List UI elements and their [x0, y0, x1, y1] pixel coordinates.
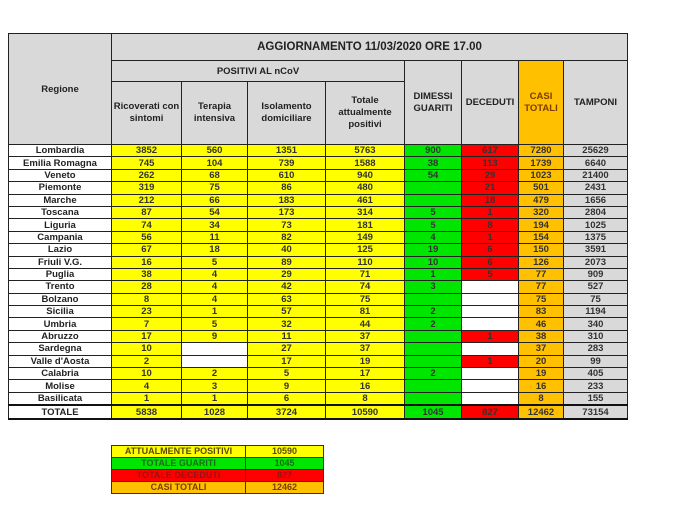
- summary-row: [112, 482, 324, 494]
- terapia-value: 75: [182, 182, 248, 194]
- guariti-value: [405, 343, 462, 355]
- ricoverati-value: 10: [112, 368, 182, 380]
- tamponi-value: 73154: [564, 405, 628, 419]
- region-name: Sicilia: [9, 306, 112, 318]
- deceduti-value: [462, 306, 519, 318]
- region-name: Toscana: [9, 206, 112, 218]
- region-name: Bolzano: [9, 293, 112, 305]
- table-row: [9, 169, 628, 181]
- guariti-value: 38: [405, 157, 462, 169]
- deceduti-value: 5: [462, 268, 519, 280]
- casi-totali-value: 7280: [519, 145, 564, 157]
- terapia-value: 2: [182, 368, 248, 380]
- isolamento-value: 89: [248, 256, 326, 268]
- ricoverati-value: 319: [112, 182, 182, 194]
- region-name: TOTALE: [9, 405, 112, 419]
- totale-positivi-value: 8: [326, 392, 405, 405]
- totale-positivi-value: 461: [326, 194, 405, 206]
- region-name: Calabria: [9, 368, 112, 380]
- guariti-value: [405, 380, 462, 392]
- table-body: [9, 145, 628, 420]
- guariti-value: 5: [405, 219, 462, 231]
- col-casi-totali: CASI TOTALI: [519, 61, 564, 145]
- tamponi-value: 99: [564, 355, 628, 367]
- covid-region-table: [8, 33, 628, 420]
- ricoverati-value: 56: [112, 231, 182, 243]
- table-row: [9, 306, 628, 318]
- region-name: Campania: [9, 231, 112, 243]
- isolamento-value: 29: [248, 268, 326, 280]
- tamponi-value: 155: [564, 392, 628, 405]
- deceduti-value: 827: [462, 405, 519, 419]
- col-dimessi-guariti: DIMESSI GUARITI: [405, 61, 462, 145]
- deceduti-value: 8: [462, 219, 519, 231]
- tamponi-value: 25629: [564, 145, 628, 157]
- casi-totali-value: 320: [519, 206, 564, 218]
- tamponi-value: 2804: [564, 206, 628, 218]
- totale-positivi-value: 480: [326, 182, 405, 194]
- isolamento-value: 11: [248, 330, 326, 342]
- tamponi-value: 1375: [564, 231, 628, 243]
- summary-value: 10590: [246, 446, 324, 458]
- region-name: Abruzzo: [9, 330, 112, 342]
- isolamento-value: 6: [248, 392, 326, 405]
- table-row: [9, 194, 628, 206]
- tamponi-value: 75: [564, 293, 628, 305]
- casi-totali-value: 75: [519, 293, 564, 305]
- update-title: AGGIORNAMENTO 11/03/2020 ORE 17.00: [112, 34, 628, 61]
- terapia-value: 66: [182, 194, 248, 206]
- ricoverati-value: 1: [112, 392, 182, 405]
- region-name: Emilia Romagna: [9, 157, 112, 169]
- ricoverati-value: 4: [112, 380, 182, 392]
- casi-totali-value: 20: [519, 355, 564, 367]
- ricoverati-value: 10: [112, 343, 182, 355]
- ricoverati-value: 16: [112, 256, 182, 268]
- isolamento-value: 5: [248, 368, 326, 380]
- terapia-value: [182, 355, 248, 367]
- region-name: Sardegna: [9, 343, 112, 355]
- guariti-value: [405, 330, 462, 342]
- isolamento-value: 73: [248, 219, 326, 231]
- deceduti-value: [462, 318, 519, 330]
- table-row: [9, 355, 628, 367]
- table-row: [9, 206, 628, 218]
- totale-positivi-value: 19: [326, 355, 405, 367]
- tamponi-value: 310: [564, 330, 628, 342]
- table-row: [9, 281, 628, 293]
- region-name: Veneto: [9, 169, 112, 181]
- total-row: [9, 405, 628, 419]
- table-row: [9, 268, 628, 280]
- tamponi-value: 405: [564, 368, 628, 380]
- region-name: Molise: [9, 380, 112, 392]
- casi-totali-value: 194: [519, 219, 564, 231]
- terapia-value: 68: [182, 169, 248, 181]
- totale-positivi-value: 10590: [326, 405, 405, 419]
- terapia-value: 560: [182, 145, 248, 157]
- deceduti-value: [462, 281, 519, 293]
- positivi-group-header: POSITIVI AL nCoV: [112, 61, 405, 82]
- terapia-value: 5: [182, 256, 248, 268]
- region-name: Marche: [9, 194, 112, 206]
- deceduti-value: 617: [462, 145, 519, 157]
- table-row: [9, 343, 628, 355]
- table-row: [9, 219, 628, 231]
- guariti-value: 10: [405, 256, 462, 268]
- deceduti-value: 21: [462, 182, 519, 194]
- region-name: Friuli V.G.: [9, 256, 112, 268]
- isolamento-value: 1351: [248, 145, 326, 157]
- deceduti-value: 6: [462, 244, 519, 256]
- col-ricoverati: Ricoverati con sintomi: [112, 82, 182, 145]
- deceduti-value: [462, 368, 519, 380]
- deceduti-value: [462, 293, 519, 305]
- terapia-value: 18: [182, 244, 248, 256]
- deceduti-value: 29: [462, 169, 519, 181]
- casi-totali-value: 1739: [519, 157, 564, 169]
- table-row: [9, 380, 628, 392]
- guariti-value: 3: [405, 281, 462, 293]
- ricoverati-value: 212: [112, 194, 182, 206]
- deceduti-value: [462, 380, 519, 392]
- tamponi-value: 1656: [564, 194, 628, 206]
- guariti-value: [405, 392, 462, 405]
- ricoverati-value: 5838: [112, 405, 182, 419]
- terapia-value: 54: [182, 206, 248, 218]
- tamponi-value: 2073: [564, 256, 628, 268]
- col-isolamento: Isolamento domiciliare: [248, 82, 326, 145]
- terapia-value: [182, 343, 248, 355]
- deceduti-value: 1: [462, 330, 519, 342]
- deceduti-value: 1: [462, 355, 519, 367]
- totale-positivi-value: 17: [326, 368, 405, 380]
- ricoverati-value: 67: [112, 244, 182, 256]
- tamponi-value: 340: [564, 318, 628, 330]
- summary-value: 12462: [246, 482, 324, 494]
- deceduti-value: 113: [462, 157, 519, 169]
- deceduti-value: [462, 343, 519, 355]
- deceduti-value: 1: [462, 206, 519, 218]
- deceduti-value: 1: [462, 231, 519, 243]
- totale-positivi-value: 314: [326, 206, 405, 218]
- col-totale-positivi: Totale attualmente positivi: [326, 82, 405, 145]
- isolamento-value: 40: [248, 244, 326, 256]
- terapia-value: 1028: [182, 405, 248, 419]
- deceduti-value: 18: [462, 194, 519, 206]
- table-row: [9, 244, 628, 256]
- table-row: [9, 231, 628, 243]
- ricoverati-value: 8: [112, 293, 182, 305]
- region-name: Piemonte: [9, 182, 112, 194]
- ricoverati-value: 23: [112, 306, 182, 318]
- deceduti-value: [462, 392, 519, 405]
- table-row: [9, 145, 628, 157]
- casi-totali-value: 77: [519, 281, 564, 293]
- col-tamponi: TAMPONI: [564, 61, 628, 145]
- totale-positivi-value: 71: [326, 268, 405, 280]
- table-row: [9, 157, 628, 169]
- totale-positivi-value: 110: [326, 256, 405, 268]
- terapia-value: 4: [182, 281, 248, 293]
- casi-totali-value: 19: [519, 368, 564, 380]
- region-header: Regione: [9, 34, 112, 145]
- isolamento-value: 183: [248, 194, 326, 206]
- isolamento-value: 173: [248, 206, 326, 218]
- guariti-value: [405, 194, 462, 206]
- guariti-value: 2: [405, 368, 462, 380]
- isolamento-value: 27: [248, 343, 326, 355]
- totale-positivi-value: 125: [326, 244, 405, 256]
- region-name: Lazio: [9, 244, 112, 256]
- guariti-value: 1: [405, 268, 462, 280]
- casi-totali-value: 8: [519, 392, 564, 405]
- casi-totali-value: 46: [519, 318, 564, 330]
- isolamento-value: 17: [248, 355, 326, 367]
- terapia-value: 9: [182, 330, 248, 342]
- casi-totali-value: 479: [519, 194, 564, 206]
- casi-totali-value: 16: [519, 380, 564, 392]
- isolamento-value: 739: [248, 157, 326, 169]
- guariti-value: 54: [405, 169, 462, 181]
- casi-totali-value: 12462: [519, 405, 564, 419]
- terapia-value: 5: [182, 318, 248, 330]
- ricoverati-value: 2: [112, 355, 182, 367]
- region-name: Umbria: [9, 318, 112, 330]
- tamponi-value: 283: [564, 343, 628, 355]
- deceduti-value: 6: [462, 256, 519, 268]
- tamponi-value: 2431: [564, 182, 628, 194]
- table-row: [9, 256, 628, 268]
- ricoverati-value: 262: [112, 169, 182, 181]
- ricoverati-value: 3852: [112, 145, 182, 157]
- terapia-value: 104: [182, 157, 248, 169]
- ricoverati-value: 74: [112, 219, 182, 231]
- table-row: [9, 182, 628, 194]
- ricoverati-value: 87: [112, 206, 182, 218]
- totale-positivi-value: 16: [326, 380, 405, 392]
- totale-positivi-value: 75: [326, 293, 405, 305]
- summary-label: ATTUALMENTE POSITIVI: [112, 446, 246, 458]
- casi-totali-value: 126: [519, 256, 564, 268]
- guariti-value: 2: [405, 318, 462, 330]
- totale-positivi-value: 181: [326, 219, 405, 231]
- guariti-value: 4: [405, 231, 462, 243]
- totale-positivi-value: 44: [326, 318, 405, 330]
- summary-value: 1045: [246, 458, 324, 470]
- summary-row: [112, 470, 324, 482]
- summary-label: TOTALE DECEDUTI: [112, 470, 246, 482]
- region-name: Liguria: [9, 219, 112, 231]
- casi-totali-value: 38: [519, 330, 564, 342]
- ricoverati-value: 38: [112, 268, 182, 280]
- tamponi-value: 527: [564, 281, 628, 293]
- guariti-value: [405, 355, 462, 367]
- tamponi-value: 1025: [564, 219, 628, 231]
- casi-totali-value: 501: [519, 182, 564, 194]
- isolamento-value: 32: [248, 318, 326, 330]
- terapia-value: 11: [182, 231, 248, 243]
- ricoverati-value: 7: [112, 318, 182, 330]
- isolamento-value: 57: [248, 306, 326, 318]
- casi-totali-value: 37: [519, 343, 564, 355]
- terapia-value: 1: [182, 392, 248, 405]
- casi-totali-value: 150: [519, 244, 564, 256]
- casi-totali-value: 83: [519, 306, 564, 318]
- region-name: Lombardia: [9, 145, 112, 157]
- summary-row: [112, 458, 324, 470]
- casi-totali-value: 1023: [519, 169, 564, 181]
- table-row: [9, 318, 628, 330]
- tamponi-value: 21400: [564, 169, 628, 181]
- ricoverati-value: 745: [112, 157, 182, 169]
- guariti-value: 5: [405, 206, 462, 218]
- isolamento-value: 63: [248, 293, 326, 305]
- guariti-value: 19: [405, 244, 462, 256]
- region-name: Trento: [9, 281, 112, 293]
- summary-value: 827: [246, 470, 324, 482]
- casi-totali-value: 154: [519, 231, 564, 243]
- ricoverati-value: 28: [112, 281, 182, 293]
- guariti-value: [405, 293, 462, 305]
- table-row: [9, 392, 628, 405]
- guariti-value: 1045: [405, 405, 462, 419]
- table-row: [9, 330, 628, 342]
- isolamento-value: 86: [248, 182, 326, 194]
- terapia-value: 3: [182, 380, 248, 392]
- totale-positivi-value: 81: [326, 306, 405, 318]
- region-name: Puglia: [9, 268, 112, 280]
- totale-positivi-value: 1588: [326, 157, 405, 169]
- col-terapia: Terapia intensiva: [182, 82, 248, 145]
- totale-positivi-value: 37: [326, 330, 405, 342]
- terapia-value: 1: [182, 306, 248, 318]
- terapia-value: 34: [182, 219, 248, 231]
- guariti-value: 900: [405, 145, 462, 157]
- table-row: [9, 368, 628, 380]
- col-deceduti: DECEDUTI: [462, 61, 519, 145]
- summary-label: CASI TOTALI: [112, 482, 246, 494]
- totale-positivi-value: 940: [326, 169, 405, 181]
- totale-positivi-value: 74: [326, 281, 405, 293]
- table-row: [9, 293, 628, 305]
- isolamento-value: 610: [248, 169, 326, 181]
- tamponi-value: 3591: [564, 244, 628, 256]
- totale-positivi-value: 37: [326, 343, 405, 355]
- guariti-value: [405, 182, 462, 194]
- tamponi-value: 909: [564, 268, 628, 280]
- casi-totali-value: 77: [519, 268, 564, 280]
- totale-positivi-value: 149: [326, 231, 405, 243]
- ricoverati-value: 17: [112, 330, 182, 342]
- region-name: Valle d'Aosta: [9, 355, 112, 367]
- tamponi-value: 6640: [564, 157, 628, 169]
- summary-row: [112, 446, 324, 458]
- isolamento-value: 9: [248, 380, 326, 392]
- guariti-value: 2: [405, 306, 462, 318]
- tamponi-value: 233: [564, 380, 628, 392]
- isolamento-value: 3724: [248, 405, 326, 419]
- tamponi-value: 1194: [564, 306, 628, 318]
- region-name: Basilicata: [9, 392, 112, 405]
- summary-label: TOTALE GUARITI: [112, 458, 246, 470]
- isolamento-value: 82: [248, 231, 326, 243]
- isolamento-value: 42: [248, 281, 326, 293]
- terapia-value: 4: [182, 268, 248, 280]
- terapia-value: 4: [182, 293, 248, 305]
- summary-table: [111, 445, 324, 494]
- totale-positivi-value: 5763: [326, 145, 405, 157]
